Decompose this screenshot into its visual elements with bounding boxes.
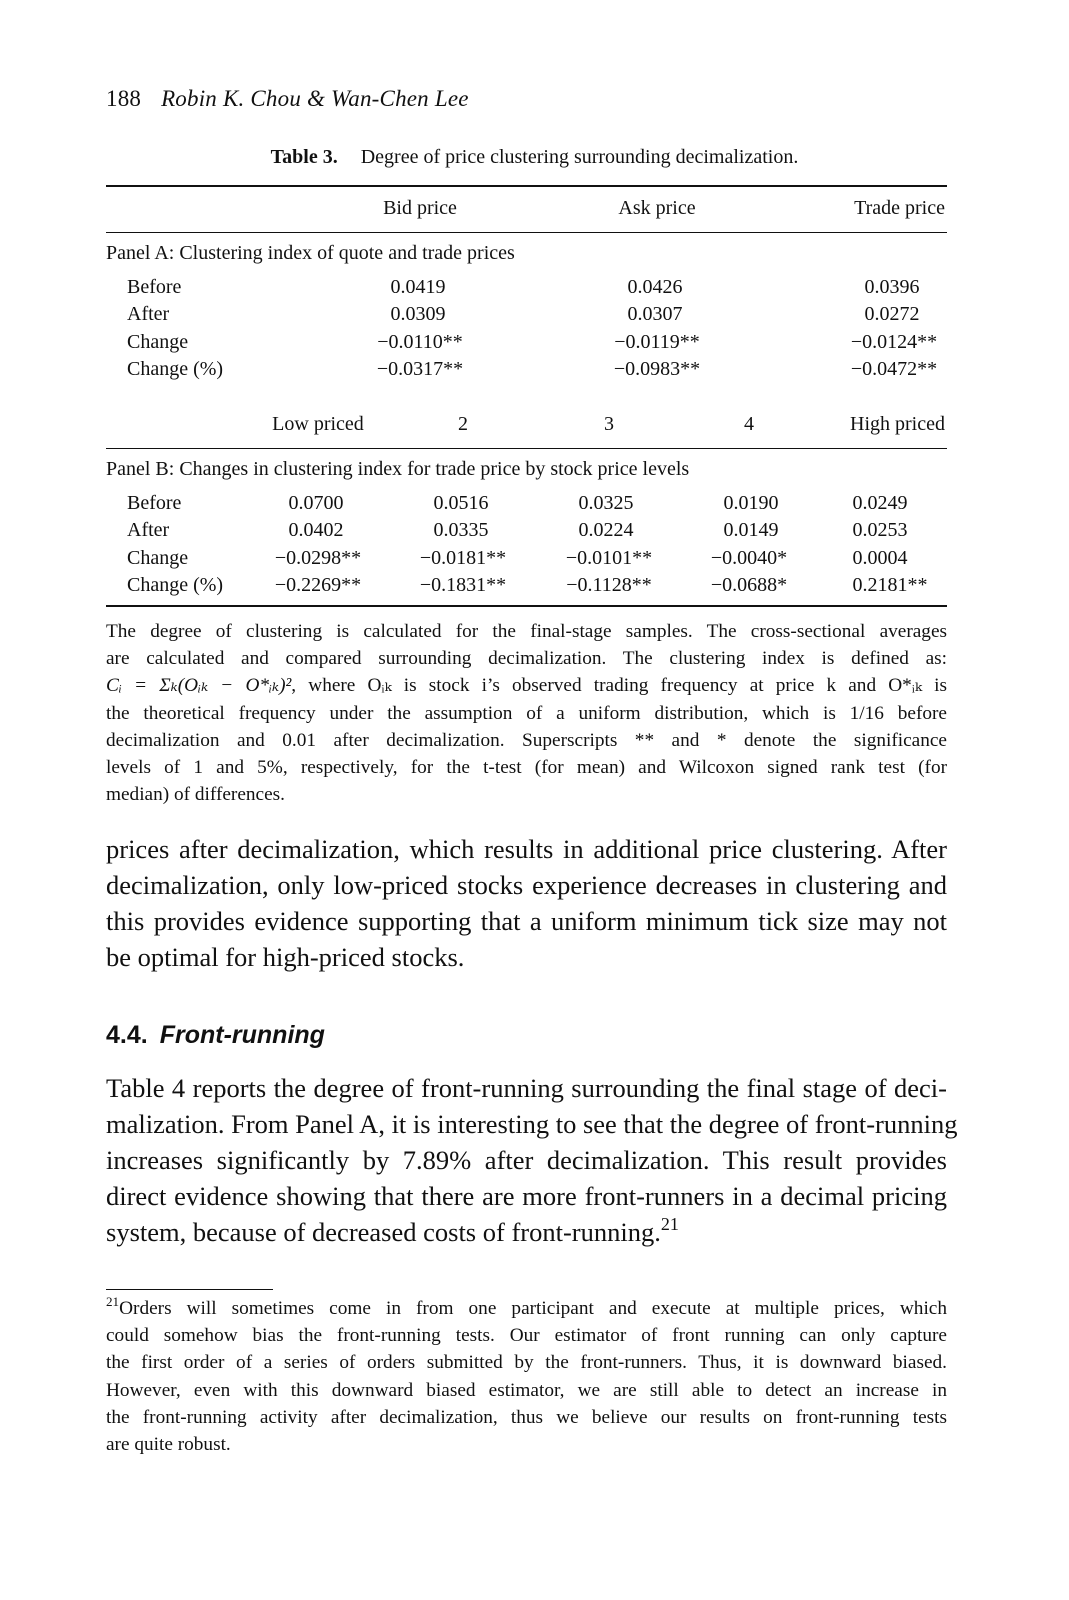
table-cell: −0.0688*: [710, 574, 788, 596]
paragraph-line: increases significantly by 7.89% after decimalization. This result provides: [106, 1145, 947, 1175]
header-rule: [106, 448, 947, 449]
table-cell: 0.0419: [390, 276, 446, 298]
column-header: Trade price: [854, 197, 945, 219]
running-head-authors: Robin K. Chou & Wan-Chen Lee: [161, 86, 469, 111]
table-cell: 0.0307: [627, 303, 683, 325]
column-header: 4: [744, 413, 754, 435]
table-caption: [0, 146, 1069, 169]
column-header: 2: [458, 413, 468, 435]
row-label: Change: [127, 547, 189, 569]
footnote-line: However, even with this downward biased estimator, we are still able to detect an increase in: [106, 1379, 947, 1401]
table-cell: 0.0402: [288, 519, 344, 541]
paragraph-line: this provides evidence supporting that a uniform minimum tick size may not: [106, 906, 947, 936]
footnote-line: could somehow bias the front-running tests. Our estimator of front running can only capture: [106, 1325, 947, 1347]
page-number: 188: [106, 86, 142, 111]
table-cell: 0.0190: [723, 492, 779, 514]
note-line: decimalization and 0.01 after decimalization. Superscripts ** and * denote the significance: [106, 729, 947, 751]
footnote-line-text: Orders will sometimes come in from one participant and execute at multiple prices, which: [119, 1298, 947, 1319]
table-notes: [106, 618, 947, 808]
paragraph-line: prices after decimalization, which results in additional price clustering. After: [106, 834, 947, 864]
row-label: Before: [127, 276, 182, 298]
paragraph-line: Table 4 reports the degree of front-running surrounding the final stage of deci-: [106, 1073, 947, 1103]
paragraph-line: direct evidence showing that there are more front-runners in a decimal pricing: [106, 1181, 947, 1211]
row-label: After: [127, 519, 170, 541]
table-cell: −0.0110**: [377, 331, 463, 353]
footnote-reference[interactable]: 21: [660, 1214, 679, 1235]
note-line: median) of differences.: [106, 784, 285, 806]
table-cell: −0.1128**: [566, 574, 652, 596]
table-cell: 0.0149: [723, 519, 779, 541]
row-label: Change (%): [127, 358, 224, 380]
table-cell: −0.0317**: [376, 358, 464, 380]
column-header: Bid price: [383, 197, 457, 219]
note-line: The degree of clustering is calculated for the final-stage samples. The cross-sectional averages: [106, 621, 947, 642]
section-heading: [106, 1021, 325, 1050]
section-number: 4.4.: [106, 1021, 148, 1049]
table-cell: 0.0272: [864, 303, 920, 325]
note-line: [106, 672, 947, 699]
table-cell: 0.0309: [390, 303, 446, 325]
table-cell: 0.0249: [852, 492, 908, 514]
body-paragraph: [106, 831, 947, 975]
footnote-line: the first order of a series of orders submitted by the front-runners. Thus, it is downward biased.: [106, 1352, 947, 1374]
table-cell: 0.0516: [433, 492, 489, 514]
table-cell: −0.0472**: [850, 358, 938, 380]
panel-title: Panel A: Clustering index of quote and trade prices: [106, 242, 515, 264]
table-caption-text: Degree of price clustering surrounding decimalization.: [360, 146, 799, 168]
table-cell: 0.0335: [433, 519, 489, 541]
column-header: High priced: [850, 413, 945, 435]
row-label: Change (%): [127, 574, 224, 596]
note-line: the theoretical frequency under the assumption of a uniform distribution, which is 1/16 before: [106, 702, 947, 724]
table-cell: 0.0004: [852, 547, 908, 569]
paragraph-line-text: system, because of decreased costs of front-running.: [106, 1217, 661, 1247]
paragraph-line: be optimal for high-priced stocks.: [106, 942, 465, 972]
table-cell: 0.0426: [627, 276, 683, 298]
table-cell: −0.0124**: [850, 331, 938, 353]
table-cell: −0.0983**: [613, 358, 701, 380]
paragraph-line: [106, 1214, 947, 1250]
table-cell: −0.0040*: [710, 547, 788, 569]
footnote-line: the front-running activity after decimalization, thus we believe our results on front-running tests: [106, 1406, 947, 1428]
paragraph-line: decimalization, only low-priced stocks experience decreases in clustering and: [106, 870, 947, 900]
panel-title: Panel B: Changes in clustering index for trade price by stock price levels: [106, 458, 690, 480]
table-cell: 0.0224: [578, 519, 634, 541]
row-label: After: [127, 303, 170, 325]
footnote-line: [106, 1295, 947, 1322]
body-paragraph: [106, 1070, 958, 1250]
footnote-line: are quite robust.: [106, 1434, 231, 1456]
table-cell: −0.1831**: [419, 574, 507, 596]
clustering-formula: Cᵢ = Σₖ(Oᵢₖ − O*ᵢₖ)²: [106, 675, 292, 697]
table-bottom-rule: [106, 605, 947, 607]
column-header: 3: [604, 413, 614, 435]
table-cell: 0.0325: [578, 492, 634, 514]
table-label: Table 3.: [270, 146, 338, 168]
table-cell: 0.0700: [288, 492, 344, 514]
table-cell: 0.2181**: [852, 574, 928, 596]
row-label: Before: [127, 492, 182, 514]
column-header: Low priced: [272, 413, 364, 435]
note-line-text: , where Oᵢₖ is stock i’s observed trading frequency at price k and O*ᵢₖ is: [291, 675, 947, 697]
header-rule: [106, 232, 947, 233]
paragraph-line: malization. From Panel A, it is interesting to see that the degree of front-running: [106, 1109, 958, 1139]
table-cell: 0.0396: [864, 276, 920, 298]
row-label: Change: [127, 331, 189, 353]
note-line: are calculated and compared surrounding decimalization. The clustering index is defined as:: [106, 648, 947, 670]
note-line: levels of 1 and 5%, respectively, for the t-test (for mean) and Wilcoxon signed rank test (for: [106, 757, 947, 779]
table-cell: −0.0119**: [614, 331, 700, 353]
table-cell: −0.0101**: [565, 547, 653, 569]
column-header: Ask price: [618, 197, 696, 219]
footnote-number: 21: [106, 1294, 120, 1310]
table-cell: −0.2269**: [274, 574, 362, 596]
section-title: Front-running: [159, 1021, 325, 1049]
footnote-rule: [106, 1289, 273, 1290]
footnote: [106, 1295, 947, 1458]
table-cell: −0.0181**: [419, 547, 507, 569]
running-head: [106, 86, 469, 112]
table-top-rule: [106, 185, 947, 187]
table-cell: 0.0253: [852, 519, 908, 541]
table-cell: −0.0298**: [274, 547, 362, 569]
